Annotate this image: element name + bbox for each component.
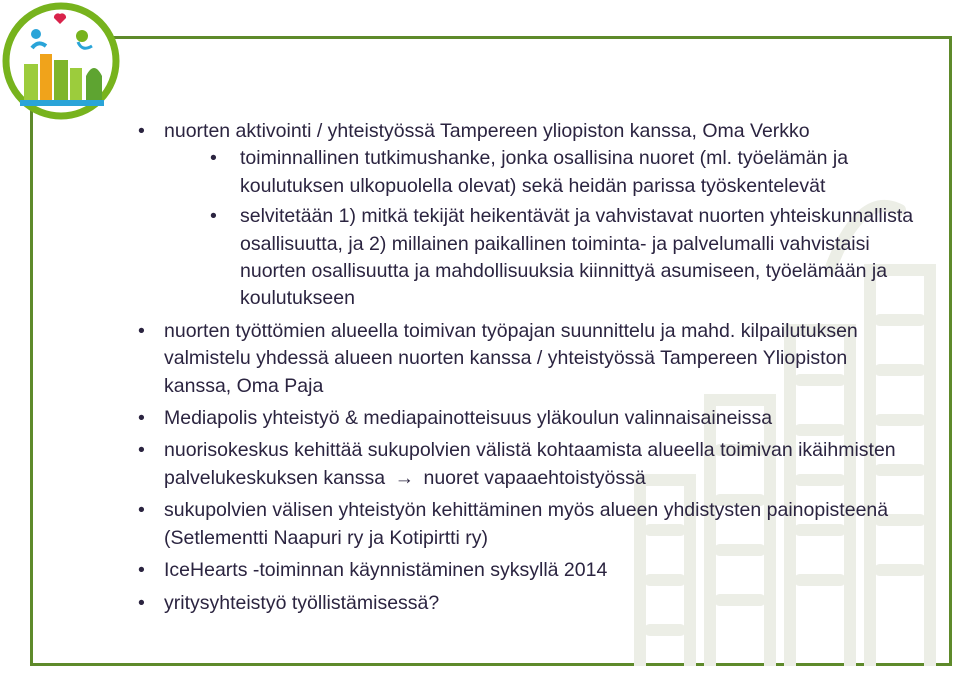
sub-list-item-text: selvitetään 1) mitkä tekijät heikentävät ja vahvistavat nuorten yhteiskunnallista osallisuutta, ja 2) millainen paikallinen toiminta- ja palvelumalli vahvistaisi nuorten osallisuutta ja mahdollisuuksia kiinnittyä asumiseen, työelämään ja koulutukseen bbox=[240, 205, 914, 310]
list-item-text: yritysyhteistyö työllistämisessä? bbox=[164, 591, 440, 614]
list-item-text: IceHearts -toiminnan käynnistäminen syksyllä 2014 bbox=[164, 559, 608, 582]
sub-list-item-text: toiminnallinen tutkimushanke, jonka osallisina nuoret (ml. työelämän ja koulutuksen ulkopuolella olevat) sekä heidän parissa työskentelevät bbox=[240, 147, 849, 197]
list-item-text-continued: nuoret vapaaehtoistyössä bbox=[423, 466, 646, 489]
list-item bbox=[138, 318, 918, 400]
sub-list-item bbox=[164, 203, 918, 313]
list-item bbox=[138, 557, 918, 584]
sub-list bbox=[164, 145, 918, 312]
list-item bbox=[138, 405, 918, 432]
bullet-list bbox=[138, 118, 918, 617]
list-item-text: nuorten aktivointi / yhteistyössä Tampereen yliopiston kanssa, Oma Verkko bbox=[164, 120, 810, 142]
bullet-list-container bbox=[138, 118, 918, 622]
green-city-logo-icon bbox=[2, 2, 120, 120]
list-item bbox=[138, 437, 918, 492]
list-item bbox=[138, 118, 918, 313]
list-item-text: Mediapolis yhteistyö & mediapainotteisuus yläkoulun valinnaisaineissa bbox=[164, 407, 773, 430]
list-item-text: nuorten työttömien alueella toimivan työpajan suunnittelu ja mahd. kilpailutuksen valmistelu yhdessä alueen nuorten kanssa / yhteistyössä Tampereen Yliopiston kanssa, Oma Paja bbox=[164, 319, 858, 397]
list-item bbox=[138, 497, 918, 552]
right-arrow-icon: → bbox=[394, 466, 415, 489]
list-item-text: nuorisokeskus kehittää sukupolvien välistä kohtaamista alueella toimivan ikäihmisten palvelukeskuksen kanssa bbox=[164, 439, 896, 489]
sub-list-item bbox=[164, 145, 918, 200]
list-item-text: sukupolvien välisen yhteistyön kehittäminen myös alueen yhdistysten painopisteenä (Setlementti Naapuri ry ja Kotipirtti ry) bbox=[164, 499, 889, 549]
list-item bbox=[138, 590, 918, 617]
